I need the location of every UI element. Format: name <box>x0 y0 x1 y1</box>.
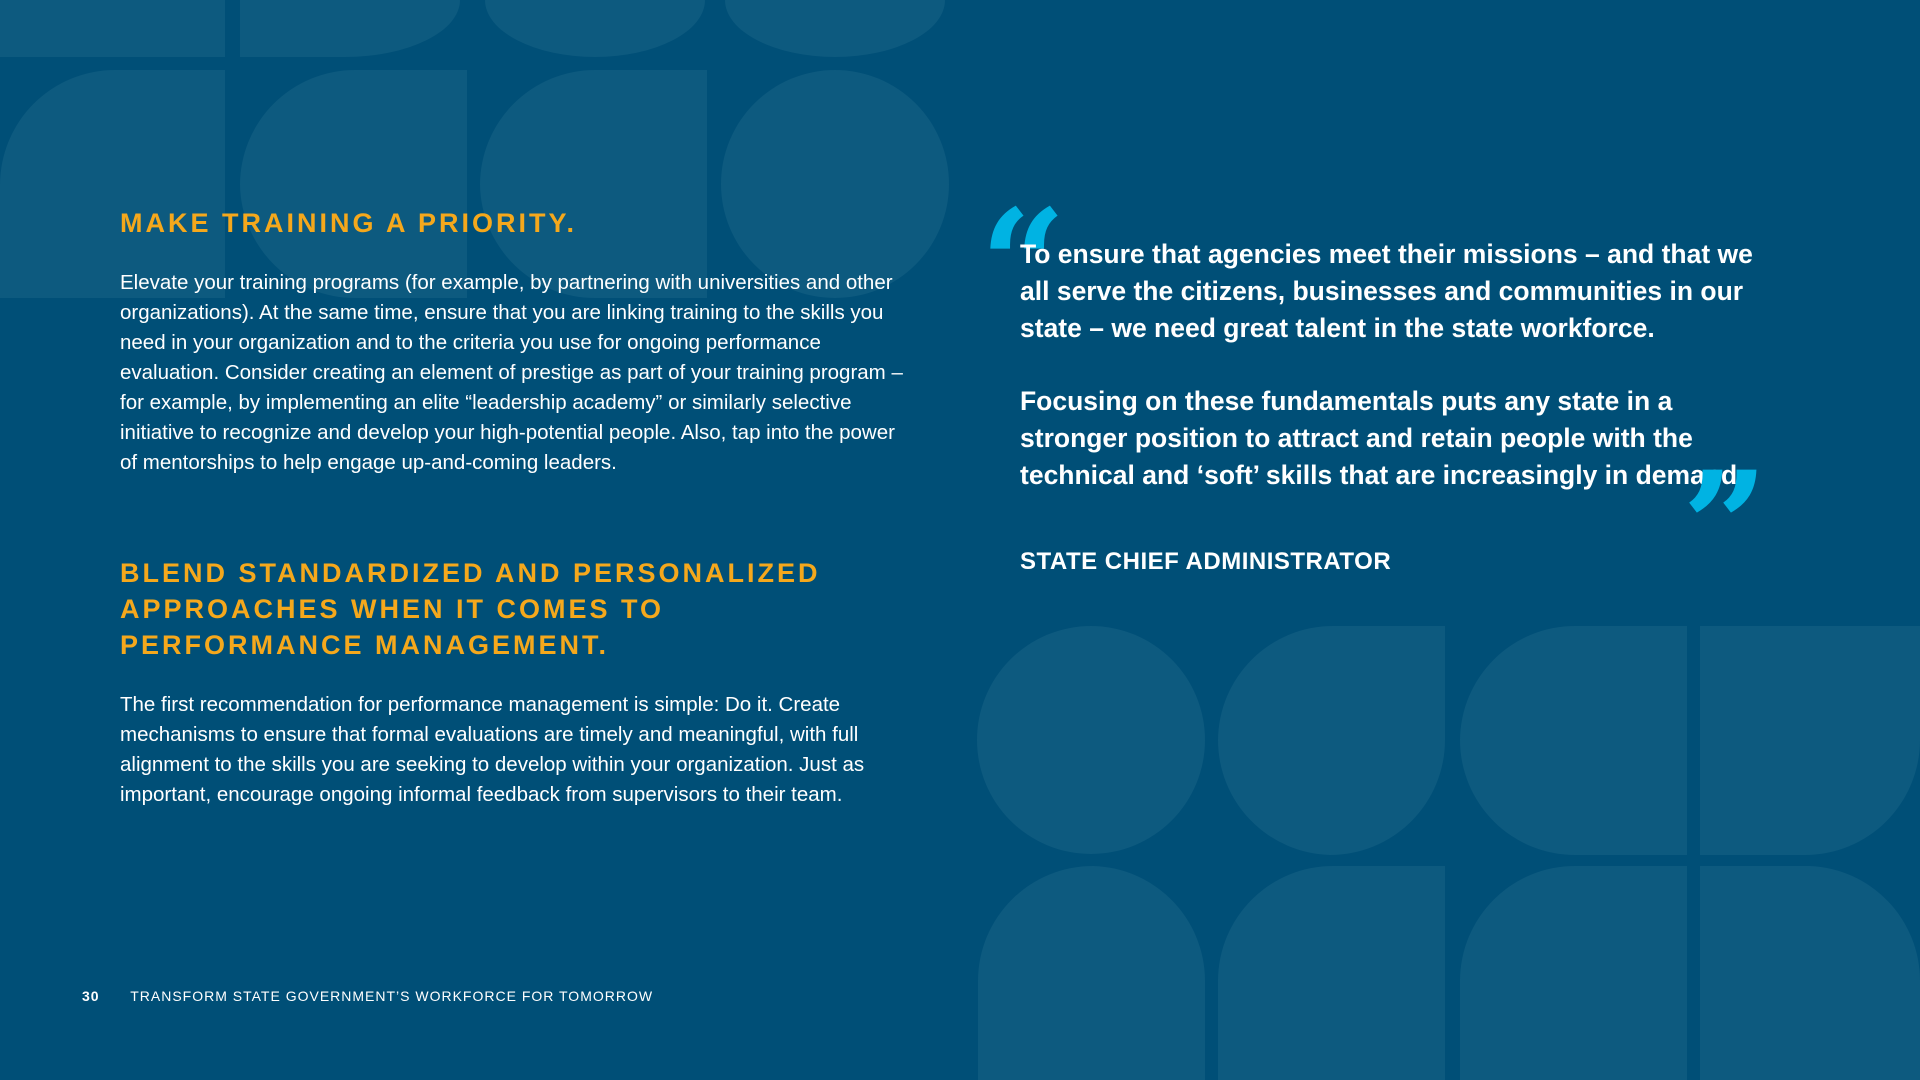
deco-shape <box>1460 866 1687 1080</box>
deco-shape <box>1218 626 1445 855</box>
close-quote-icon: ” <box>1682 439 1769 615</box>
page-footer <box>82 988 653 1004</box>
deco-shape <box>1218 866 1445 1080</box>
footer-title: TRANSFORM STATE GOVERNMENT’S WORKFORCE FOR TOMORROW <box>130 988 654 1004</box>
quote-paragraph: To ensure that agencies meet their missions – and that we all serve the citizens, businesses and communities in our state – we need great talent in the state workforce. <box>1020 239 1753 343</box>
page-number: 30 <box>82 988 100 1004</box>
deco-shape <box>240 0 460 57</box>
section-heading-performance: BLEND STANDARDIZED AND PERSONALIZED APPROACHES WHEN IT COMES TO PERFORMANCE MANAGEMENT. <box>120 558 821 660</box>
deco-shape <box>978 866 1205 1080</box>
section-body-performance: The first recommendation for performance management is simple: Do it. Create mechanisms to ensure that formal evaluations are timely and meaningful, with full alignment to the skills you are seeking to develop within your organization. Just as important, encourage ongoing informal feedback from supervisors to their team. <box>120 693 865 806</box>
deco-shape <box>480 70 707 298</box>
deco-shape <box>977 626 1205 854</box>
deco-shape <box>0 0 225 57</box>
open-quote-icon: “ <box>980 177 1067 353</box>
deco-shape <box>1700 626 1920 855</box>
section-heading-training: MAKE TRAINING A PRIORITY. <box>120 208 578 238</box>
quote-attribution: STATE CHIEF ADMINISTRATOR <box>1020 548 1392 575</box>
quote-paragraph: Focusing on these fundamentals puts any state in a stronger position to attract and retain people with the technical and ‘soft’ skills that are increasingly in demand. <box>1020 386 1745 490</box>
deco-shape <box>240 70 467 298</box>
deco-shape <box>1700 866 1920 1080</box>
deco-shape <box>485 0 705 57</box>
deco-shape <box>0 70 225 298</box>
deco-shape <box>1460 626 1687 855</box>
section-body-training: Elevate your training programs (for example, by partnering with universities and other organizations). At the same time, ensure that you are linking training to the skills you need in your organization and to the criteria you use for ongoing performance evaluation. Consider creating an element of prestige as part of your training program – for example, by implementing an elite “leadership academy” or similarly selective initiative to recognize and develop your high-potential people. Also, tap into the power of mentorships to help engage up-and-coming leaders. <box>120 271 903 474</box>
deco-shape <box>725 0 945 57</box>
pull-quote <box>1020 236 1760 530</box>
deco-shape <box>721 70 949 298</box>
